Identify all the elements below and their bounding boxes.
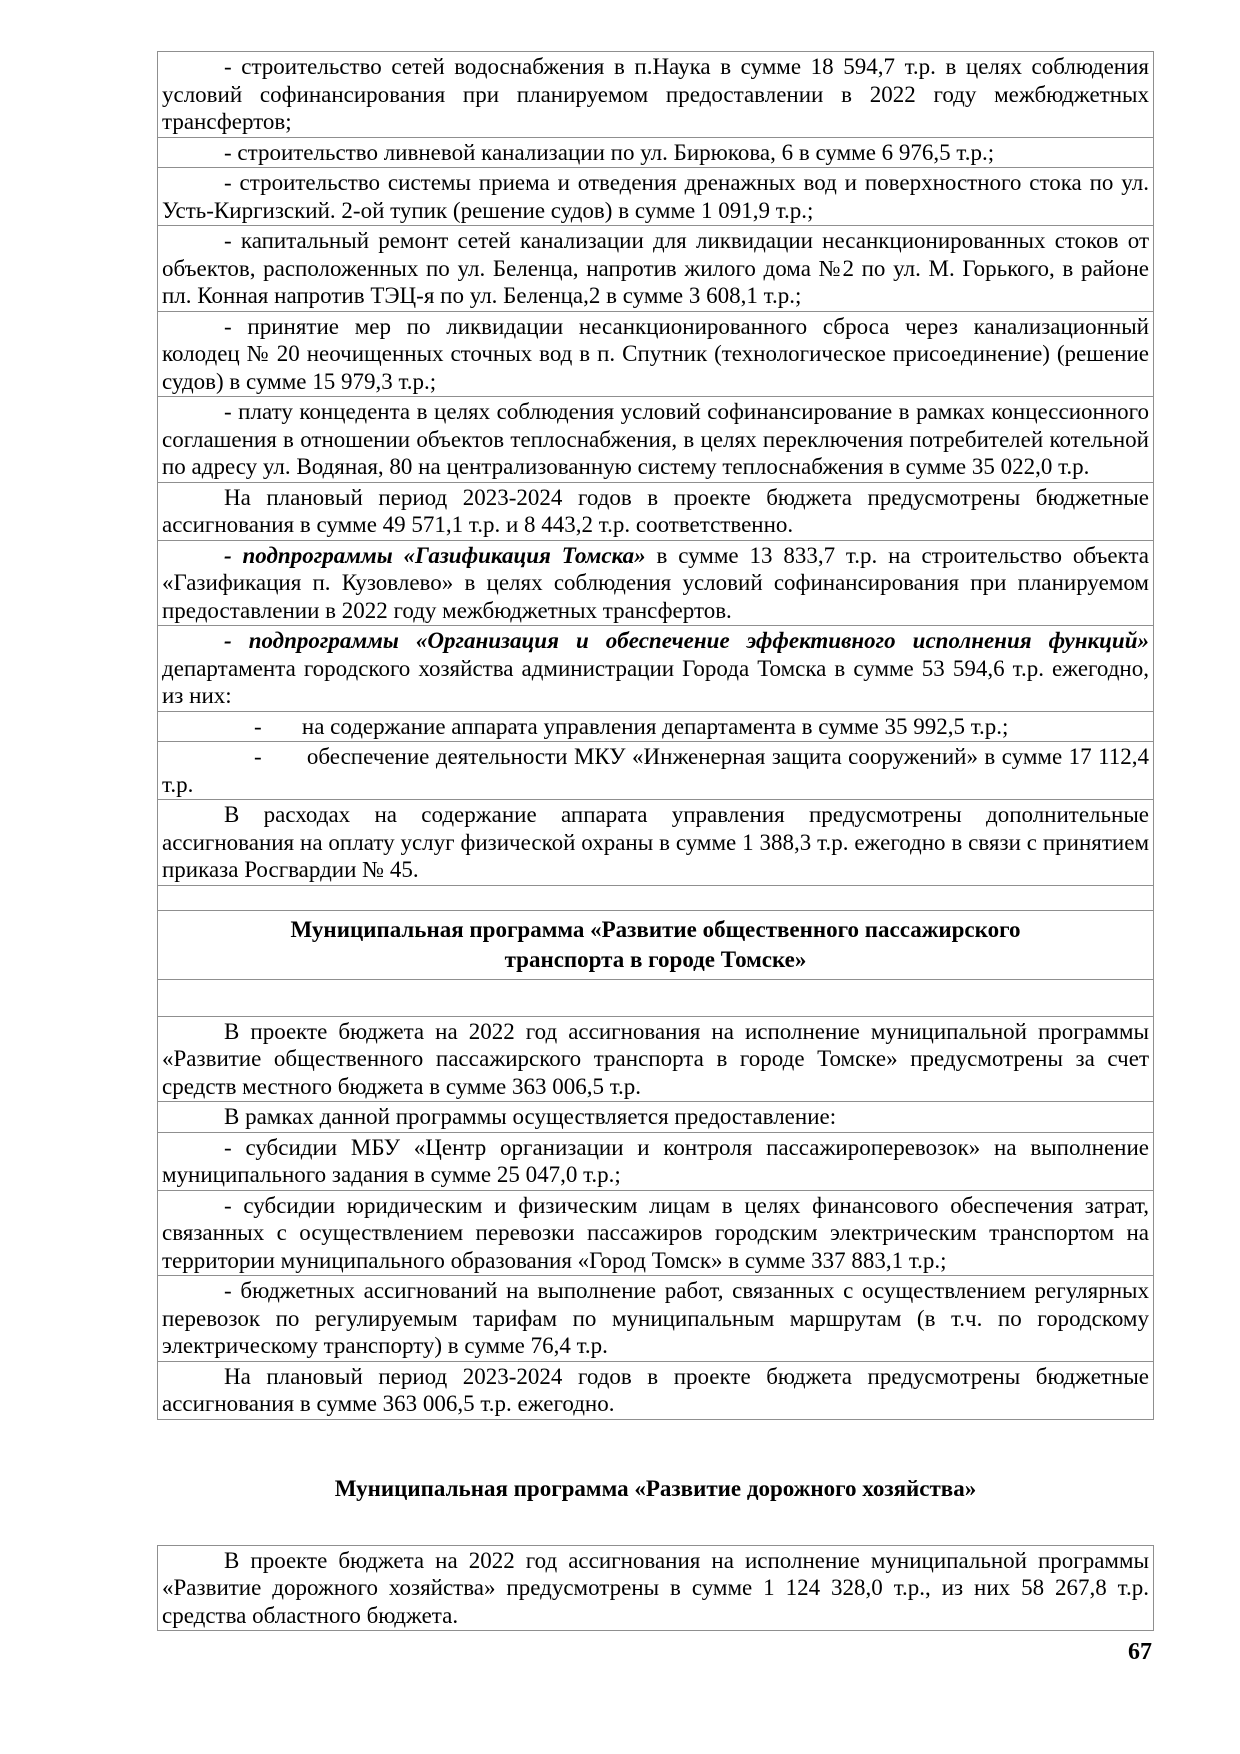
paragraph: [157, 1101, 1154, 1133]
spacer: [157, 885, 1154, 911]
heading-line: Муниципальная программа «Развитие общественного пассажирского: [290, 916, 1021, 942]
text-segment: В рамках данной программы осуществляется предоставление:: [224, 1104, 837, 1129]
paragraph: [157, 137, 1154, 169]
text-segment: - строительство сетей водоснабжения в п.Наука в сумме 18 594,7 т.р. в целях соблюдения условий софинансирования при планируемом предоставлении в 2022 году межбюджетных трансфертов;: [162, 54, 1149, 134]
paragraph: [157, 1016, 1154, 1103]
text-segment: в сумме 13 833,7 т.р. на строительство объекта «Газификация п. Кузовлево» в целях соблюдения условий софинансирования при планируемом предоставлении в 2022 году межбюджетных трансфертов.: [162, 542, 1149, 623]
text-segment: На плановый период 2023-2024 годов в проекте бюджета предусмотрены бюджетные ассигнования в сумме 49 571,1 т.р. и 8 443,2 т.р. соответственно.: [162, 484, 1149, 537]
text-segment: - плату концедента в целях соблюдения условий софинансирование в рамках концессионного соглашения в отношении объектов теплоснабжения, в целях переключения потребителей котельной по адресу ул. Водяная, 80 на централизованную систему теплоснабжения в сумме 35 022,0 т.р.: [162, 399, 1149, 479]
paragraph: [157, 711, 1154, 743]
text-segment: - субсидии МБУ «Центр организации и контроля пассажироперевозок» на выполнение муниципального задания в сумме 25 047,0 т.р.;: [162, 1134, 1149, 1187]
text-segment: - строительство ливневой канализации по ул. Бирюкова, 6 в сумме 6 976,5 т.р.;: [224, 139, 995, 165]
section-heading: [157, 910, 1154, 980]
text-segment: На плановый период 2023-2024 годов в проекте бюджета предусмотрены бюджетные ассигнования в сумме 363 006,5 т.р. ежегодно.: [162, 1363, 1149, 1416]
text-segment: В проекте бюджета на 2022 год ассигнования на исполнение муниципальной программы «Развитие общественного пассажирского транспорта в городе Томске» предусмотрены за счет средств местного бюджета в сумме 363 006,5 т.р.: [162, 1018, 1149, 1099]
paragraph: [157, 1545, 1154, 1632]
paragraph: [157, 625, 1154, 712]
heading-line: транспорта в городе Томске»: [504, 946, 807, 972]
paragraph: [157, 1275, 1154, 1362]
paragraph: [157, 741, 1154, 800]
paragraph: [157, 540, 1154, 627]
text-segment: - подпрограммы «Газификация Томска»: [224, 542, 646, 568]
text-segment: - на содержание аппарата управления департамента в сумме 35 992,5 т.р.;: [254, 713, 1009, 739]
text-segment: - капитальный ремонт сетей канализации для ликвидации несанкционированных стоков от объектов, расположенных по ул. Беленца, напротив жилого дома №2 по ул. М. Горького, в районе пл. Конная напротив ТЭЦ-я по ул. Беленца,2 в сумме 3 608,1 т.р.;: [162, 228, 1149, 308]
text-segment: - субсидии юридическим и физическим лицам в целях финансового обеспечения затрат, связанных с осуществлением перевозки пассажиров городским электрическим транспортом на территории муниципального образования «Город Томск» в сумме 337 883,1 т.р.;: [162, 1192, 1149, 1273]
paragraph: [157, 51, 1154, 138]
section-heading: [157, 1470, 1154, 1508]
spacer: [157, 1420, 1154, 1470]
paragraph: [157, 396, 1154, 483]
text-segment: - принятие мер по ликвидации несанкционированного сброса через канализационный колодец № 20 неочищенных сточных вод в п. Спутник (технологическое присоединение) (решение судов) в сумме 15 979,3 т.р.;: [162, 313, 1149, 394]
text-segment: - обеспечение деятельности МКУ «Инженерная защита сооружений» в сумме 17 112,4 т.р.: [162, 744, 1149, 797]
text-segment: - строительство системы приема и отведения дренажных вод и поверхностного стока по ул. Усть-Киргизский. 2-ой тупик (решение судов) в сумме 1 091,9 т.р.;: [162, 170, 1149, 223]
heading-line: Муниципальная программа «Развитие дорожного хозяйства»: [334, 1475, 977, 1501]
text-segment: В расходах на содержание аппарата управления предусмотрены дополнительные ассигнования на оплату услуг физической охраны в сумме 1 388,3 т.р. ежегодно в связи с принятием приказа Росгвардии № 45.: [162, 802, 1149, 882]
paragraph: [157, 225, 1154, 312]
text-segment: департамента городского хозяйства администрации Города Томска в сумме 53 594,6 т.р. ежегодно, из них:: [162, 655, 1149, 708]
paragraph: [157, 167, 1154, 226]
paragraph: [157, 799, 1154, 886]
text-column: [157, 51, 1154, 1631]
text-segment: - бюджетных ассигнований на выполнение работ, связанных с осуществлением регулярных перевозок по регулируемым тарифам по муниципальным маршрутам (в т.ч. по городскому электрическому транспорту) в сумме 76,4 т.р.: [162, 1278, 1149, 1358]
page-number: 67: [1128, 1639, 1152, 1665]
spacer: [157, 979, 1154, 1017]
text-segment: В проекте бюджета на 2022 год ассигнования на исполнение муниципальной программы «Развитие дорожного хозяйства» предусмотрены в сумме 1 124 328,0 т.р., из них 58 267,8 т.р. средства областного бюджета.: [162, 1547, 1149, 1628]
text-segment: - подпрограммы «Организация и обеспечение эффективного исполнения функций»: [224, 628, 1149, 653]
paragraph: [157, 1190, 1154, 1277]
spacer: [157, 1508, 1154, 1546]
paragraph: [157, 1132, 1154, 1191]
paragraph: [157, 1361, 1154, 1420]
paragraph: [157, 482, 1154, 541]
document-page: [157, 52, 1154, 1666]
paragraph: [157, 311, 1154, 398]
